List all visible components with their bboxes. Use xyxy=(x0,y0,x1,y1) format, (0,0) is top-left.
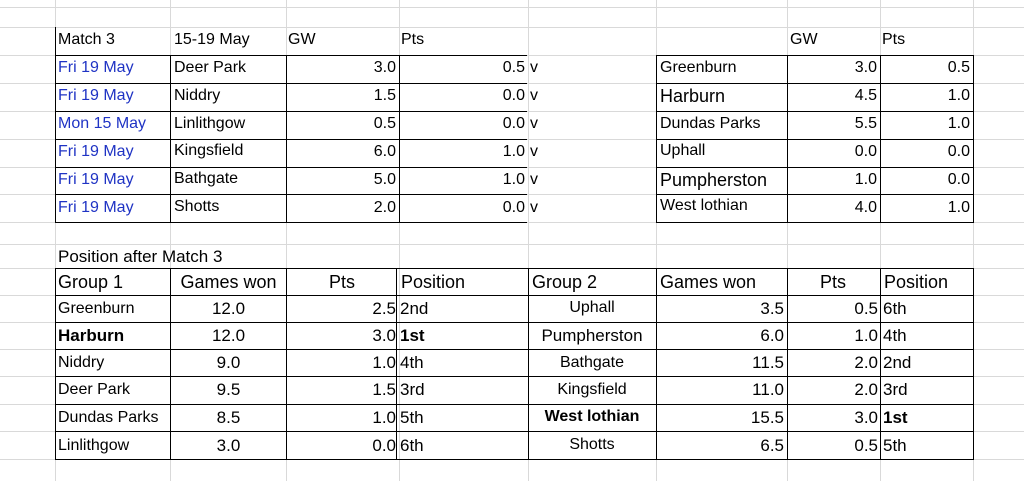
group2-games-won[interactable]: 6.0 xyxy=(760,326,784,345)
border-horizontal xyxy=(55,83,527,84)
border-vertical xyxy=(55,27,56,55)
group2-team[interactable]: Shotts xyxy=(569,436,615,453)
group2-points[interactable]: 1.0 xyxy=(854,326,878,345)
away-points[interactable]: 1.0 xyxy=(947,87,970,104)
group1-games-won[interactable]: 8.5 xyxy=(216,408,241,427)
away-games-won[interactable]: 0.0 xyxy=(854,143,877,160)
group2-games-won[interactable]: 15.5 xyxy=(750,408,784,427)
group1-team[interactable]: Greenburn xyxy=(58,300,135,317)
border-horizontal xyxy=(656,194,974,195)
away-games-won[interactable]: 4.0 xyxy=(854,199,877,216)
border-horizontal xyxy=(656,167,974,168)
group2-header[interactable]: Group 2 xyxy=(532,272,598,292)
standings-title[interactable]: Position after Match 3 xyxy=(58,247,223,266)
border-vertical xyxy=(399,55,400,223)
group2-team[interactable]: Kingsfield xyxy=(557,381,627,398)
versus-label[interactable]: v xyxy=(530,171,538,188)
group2-games-won[interactable]: 3.5 xyxy=(760,299,784,318)
group2-team[interactable]: Uphall xyxy=(569,299,615,316)
home-points[interactable]: 1.0 xyxy=(502,143,525,160)
group2-games-won-header[interactable]: Games won xyxy=(660,272,757,292)
group1-points[interactable]: 0.0 xyxy=(372,436,396,455)
group1-points[interactable]: 1.5 xyxy=(372,380,396,399)
group1-games-won[interactable]: 9.0 xyxy=(216,353,241,372)
group1-points[interactable]: 3.0 xyxy=(372,326,396,345)
group2-pts-header[interactable]: Pts xyxy=(819,272,846,292)
border-vertical xyxy=(973,55,974,223)
home-points[interactable]: 0.0 xyxy=(502,199,525,216)
border-horizontal xyxy=(656,139,974,140)
border-horizontal xyxy=(55,222,527,223)
versus-label[interactable]: v xyxy=(530,199,538,216)
versus-label[interactable]: v xyxy=(530,87,538,104)
border-horizontal xyxy=(55,322,974,323)
group1-points[interactable]: 2.5 xyxy=(372,299,396,318)
away-gw-header[interactable]: GW xyxy=(790,31,818,48)
group2-points[interactable]: 0.5 xyxy=(854,436,878,455)
home-points[interactable]: 0.5 xyxy=(502,59,525,76)
border-horizontal xyxy=(55,139,527,140)
group1-team[interactable]: Dundas Parks xyxy=(58,409,159,426)
away-team[interactable]: Pumpherston xyxy=(660,170,768,190)
group1-team[interactable]: Deer Park xyxy=(58,381,131,398)
border-vertical xyxy=(973,268,974,460)
home-team[interactable]: Kingsfield xyxy=(174,142,244,159)
border-horizontal xyxy=(55,349,974,350)
away-team[interactable]: West lothian xyxy=(660,197,748,214)
away-team[interactable]: Uphall xyxy=(660,142,706,159)
border-horizontal xyxy=(656,55,974,56)
border-horizontal xyxy=(55,55,527,56)
group2-position[interactable]: 5th xyxy=(883,436,907,455)
home-games-won[interactable]: 6.0 xyxy=(373,143,396,160)
group2-points[interactable]: 0.5 xyxy=(854,299,878,318)
home-points[interactable]: 0.0 xyxy=(502,87,525,104)
border-horizontal xyxy=(55,431,974,432)
home-games-won[interactable]: 0.5 xyxy=(373,115,396,132)
home-team[interactable]: Deer Park xyxy=(174,59,247,76)
away-points[interactable]: 1.0 xyxy=(947,115,970,132)
border-horizontal xyxy=(55,111,527,112)
home-pts-header[interactable]: Pts xyxy=(401,31,425,48)
border-horizontal xyxy=(656,111,974,112)
home-gw-header[interactable]: GW xyxy=(288,31,316,48)
group2-games-won[interactable]: 11.5 xyxy=(752,353,784,372)
border-vertical xyxy=(880,55,881,223)
versus-label[interactable]: v xyxy=(530,143,538,160)
group2-position[interactable]: 6th xyxy=(883,299,907,318)
group2-position[interactable]: 3rd xyxy=(883,380,908,399)
border-horizontal xyxy=(55,194,527,195)
group1-team[interactable]: Linlithgow xyxy=(58,437,130,454)
group2-position[interactable]: 2nd xyxy=(883,353,912,372)
away-games-won[interactable]: 3.0 xyxy=(854,59,877,76)
group1-position[interactable]: 5th xyxy=(400,408,424,427)
gridline-horizontal xyxy=(0,27,1024,28)
border-horizontal xyxy=(656,83,974,84)
gridline-horizontal xyxy=(0,244,1024,245)
group2-team[interactable]: Bathgate xyxy=(559,354,625,371)
group2-team[interactable]: Pumpherston xyxy=(541,326,643,345)
group1-position[interactable]: 6th xyxy=(400,436,424,455)
gridline-horizontal xyxy=(0,7,1024,8)
away-games-won[interactable]: 1.0 xyxy=(854,171,877,188)
group1-points[interactable]: 1.0 xyxy=(372,353,396,372)
group2-position[interactable]: 4th xyxy=(883,326,907,345)
away-team[interactable]: Harburn xyxy=(660,86,726,106)
home-games-won[interactable]: 3.0 xyxy=(373,59,396,76)
away-points[interactable]: 0.0 xyxy=(947,143,970,160)
group2-team[interactable]: West lothian xyxy=(544,408,640,425)
away-pts-header[interactable]: Pts xyxy=(882,31,906,48)
group1-games-won[interactable]: 12.0 xyxy=(211,326,246,345)
border-horizontal xyxy=(656,222,974,223)
group1-position-header[interactable]: Position xyxy=(401,272,466,292)
home-team[interactable]: Bathgate xyxy=(174,170,239,187)
match-date[interactable]: Fri 19 May xyxy=(58,59,134,76)
away-games-won[interactable]: 5.5 xyxy=(854,115,877,132)
border-horizontal xyxy=(55,167,527,168)
group1-points[interactable]: 1.0 xyxy=(372,408,396,427)
group1-games-won[interactable]: 9.5 xyxy=(216,380,241,399)
home-team[interactable]: Shotts xyxy=(174,198,220,215)
group1-team[interactable]: Niddry xyxy=(58,354,105,371)
group1-position[interactable]: 3rd xyxy=(400,380,425,399)
versus-label[interactable]: v xyxy=(530,115,538,132)
border-vertical xyxy=(286,55,287,223)
group1-header[interactable]: Group 1 xyxy=(58,272,124,292)
group1-position[interactable]: 2nd xyxy=(400,299,429,318)
border-vertical xyxy=(55,268,56,460)
group1-team[interactable]: Harburn xyxy=(58,326,125,345)
border-vertical xyxy=(55,55,56,223)
group1-pts-header[interactable]: Pts xyxy=(328,272,355,292)
group2-position[interactable]: 1st xyxy=(883,408,908,427)
border-vertical xyxy=(787,55,788,223)
group2-points[interactable]: 2.0 xyxy=(854,380,878,399)
group2-position-header[interactable]: Position xyxy=(884,272,949,292)
away-team[interactable]: Greenburn xyxy=(660,59,737,76)
away-points[interactable]: 1.0 xyxy=(947,199,970,216)
home-games-won[interactable]: 2.0 xyxy=(373,199,396,216)
group1-games-won-header[interactable]: Games won xyxy=(180,272,277,292)
match-title[interactable]: Match 3 xyxy=(58,31,115,48)
border-horizontal xyxy=(55,459,974,460)
group2-games-won[interactable]: 6.5 xyxy=(760,436,784,455)
group2-games-won[interactable]: 11.0 xyxy=(752,380,784,399)
home-team[interactable]: Niddry xyxy=(174,87,221,104)
away-points[interactable]: 0.5 xyxy=(947,59,970,76)
border-horizontal xyxy=(55,376,974,377)
border-vertical xyxy=(656,55,657,223)
border-vertical xyxy=(880,268,881,460)
border-horizontal xyxy=(55,404,974,405)
group1-position[interactable]: 4th xyxy=(400,353,424,372)
home-points[interactable]: 1.0 xyxy=(502,171,525,188)
match-dates-header[interactable]: 15-19 May xyxy=(174,31,250,48)
away-team[interactable]: Dundas Parks xyxy=(660,115,761,132)
home-games-won[interactable]: 5.0 xyxy=(373,171,396,188)
match-date[interactable]: Fri 19 May xyxy=(58,171,134,188)
group2-points[interactable]: 2.0 xyxy=(854,353,878,372)
match-date[interactable]: Mon 15 May xyxy=(58,115,147,132)
border-vertical xyxy=(396,268,397,460)
match-date[interactable]: Fri 19 May xyxy=(58,199,134,216)
away-points[interactable]: 0.0 xyxy=(947,171,970,188)
match-date[interactable]: Fri 19 May xyxy=(58,143,134,160)
group1-position[interactable]: 1st xyxy=(400,326,425,345)
border-horizontal xyxy=(55,295,974,296)
group1-games-won[interactable]: 3.0 xyxy=(216,436,241,455)
home-points[interactable]: 0.0 xyxy=(502,115,525,132)
border-horizontal xyxy=(55,268,974,269)
match-date[interactable]: Fri 19 May xyxy=(58,87,134,104)
versus-label[interactable]: v xyxy=(530,59,538,76)
group1-games-won[interactable]: 12.0 xyxy=(211,299,246,318)
group2-points[interactable]: 3.0 xyxy=(854,408,878,427)
home-team[interactable]: Linlithgow xyxy=(174,115,246,132)
away-games-won[interactable]: 4.5 xyxy=(854,87,877,104)
border-vertical xyxy=(170,55,171,223)
home-games-won[interactable]: 1.5 xyxy=(373,87,396,104)
